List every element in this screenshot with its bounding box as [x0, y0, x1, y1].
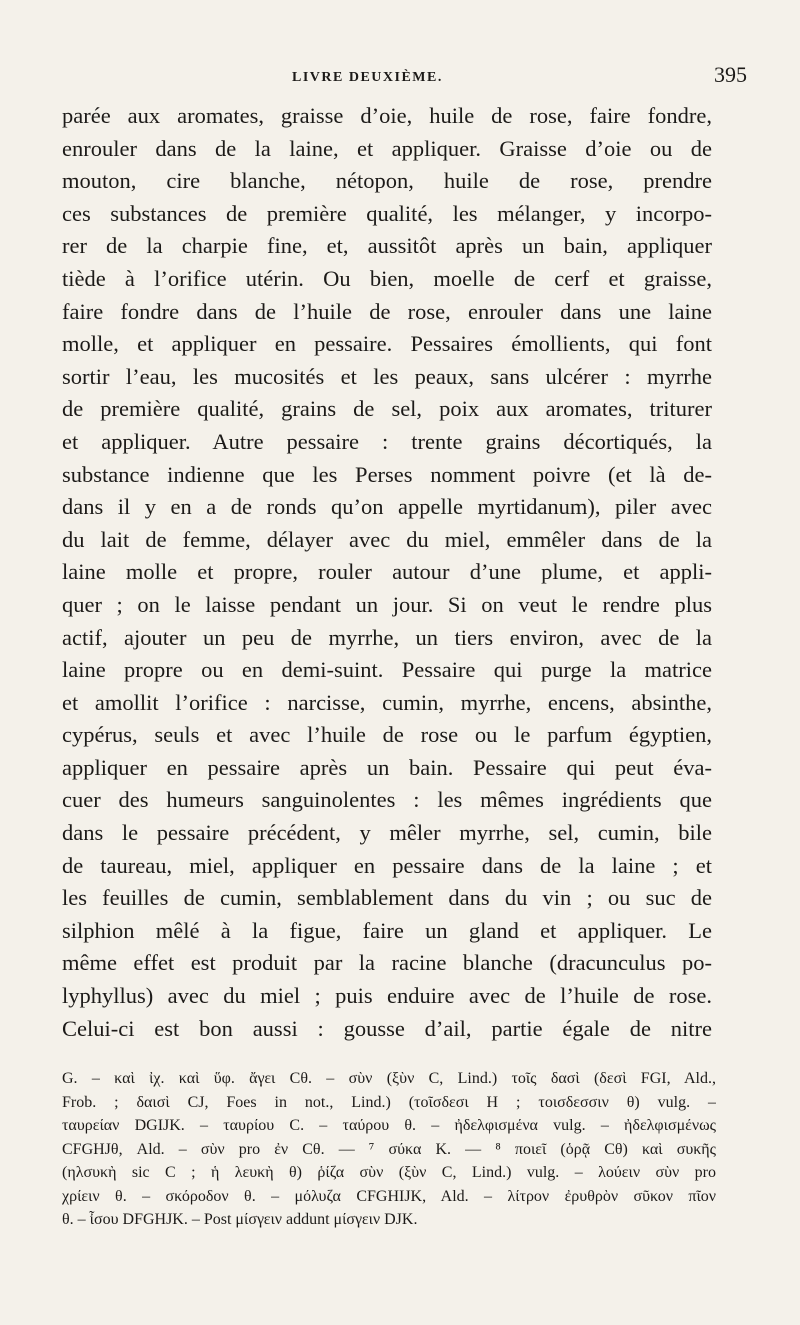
text-line: cuer des humeurs sanguinolentes : les mêmes ingrédients que	[62, 787, 712, 813]
text-line: tiède à l’orifice utérin. Ou bien, moelle de cerf et graisse,	[62, 265, 712, 291]
text-line: quer ; on le laisse pendant un jour. Si on veut le rendre plus	[62, 591, 712, 617]
text-line: et appliquer. Autre pessaire : trente grains décortiqués, la	[62, 428, 712, 454]
footnote-line: (ηλσυκὴ sic C ; ἡ λευκὴ θ) ῥίζα σὺν (ξὺν C, Lind.) vulg. – λούειν σὺν pro	[62, 1164, 716, 1181]
text-line: cypérus, seuls et avec l’huile de rose ou le parfum égyptien,	[62, 722, 712, 748]
footnote-line: Frob. ; δαισὶ CJ, Foes in not., Lind.) (τοῖσδεσι H ; τοισδεσσιν θ) vulg. –	[62, 1093, 716, 1111]
text-line: dans le pessaire précédent, y mêler myrrhe, sel, cumin, bile	[62, 820, 712, 846]
footnote-line: G. – καὶ ἰχ. καὶ ὕφ. ἄγει Cθ. – σὺν (ξὺν C, Lind.) τοῖς δασὶ (δεσὶ FGI, Ald.,	[62, 1070, 716, 1087]
main-text	[62, 100, 712, 1045]
text-line: et amollit l’orifice : narcisse, cumin, myrrhe, encens, absinthe,	[62, 689, 712, 715]
footnote-line: χρίειν θ. – σκόροδον θ. – μόλυζα CFGHIJK, Ald. – λίτρον ἐρυθρὸν σῦκον πῖον	[62, 1187, 716, 1205]
text-line: laine propre ou en demi-suint. Pessaire qui purge la matrice	[62, 657, 712, 683]
footnote-line: ταυρείαν DGIJK. – ταυρίου C. – ταύρου θ. – ἠδελφισμένα vulg. – ἠδελφισμένως	[62, 1117, 716, 1134]
text-line: actif, ajouter un peu de myrrhe, un tiers environ, avec de la	[62, 624, 712, 650]
footnote-line: θ. – ἶσου DFGHJK. – Post μίσγειν addunt μίσγειν DJK.	[62, 1211, 418, 1228]
page-number: 395	[714, 62, 747, 87]
text-line: rer de la charpie fine, et, aussitôt après un bain, appliquer	[62, 233, 712, 259]
text-line: sortir l’eau, les mucosités et les peaux, sans ulcérer : myrrhe	[62, 363, 712, 389]
footnote-line: CFGHJθ, Ald. – σὺν pro ἐν Cθ. — ⁷ σύκα K. — ⁸ ποιεῖ (ὁρᾷ Cθ) καὶ συκῆς	[62, 1140, 716, 1158]
text-line: appliquer en pessaire après un bain. Pessaire qui peut éva-	[62, 754, 712, 780]
text-line: même effet est produit par la racine blanche (dracunculus po-	[62, 950, 712, 976]
text-line: laine molle et propre, rouler autour d’une plume, et appli-	[62, 559, 712, 585]
text-line: mouton, cire blanche, nétopon, huile de rose, prendre	[62, 168, 712, 194]
text-line: enrouler dans de la laine, et appliquer. Graisse d’oie ou de	[62, 135, 712, 161]
text-line: molle, et appliquer en pessaire. Pessaires émollients, qui font	[62, 331, 712, 357]
text-line: de taureau, miel, appliquer en pessaire dans de la laine ; et	[62, 852, 712, 878]
text-line: parée aux aromates, graisse d’oie, huile de rose, faire fondre,	[62, 103, 712, 128]
text-line: Celui-ci est bon aussi : gousse d’ail, partie égale de nitre	[62, 1015, 712, 1041]
text-line: ces substances de première qualité, les mélanger, y incorpo-	[62, 200, 712, 226]
text-line: du lait de femme, délayer avec du miel, emmêler dans de la	[62, 526, 712, 552]
page-header	[62, 62, 747, 92]
footnotes	[62, 1067, 716, 1232]
text-line: lyphyllus) avec du miel ; puis enduire avec de l’huile de rose.	[62, 983, 712, 1009]
text-line: substance indienne que les Perses nomment poivre (et là de-	[62, 461, 712, 487]
text-line: de première qualité, grains de sel, poix aux aromates, triturer	[62, 396, 712, 422]
running-title: LIVRE DEUXIÈME.	[292, 70, 443, 85]
text-line: silphion mêlé à la figue, faire un gland et appliquer. Le	[62, 917, 712, 943]
text-line: les feuilles de cumin, semblablement dans du vin ; ou suc de	[62, 885, 712, 911]
text-line: dans il y en a de ronds qu’on appelle myrtidanum), piler avec	[62, 494, 712, 520]
text-line: faire fondre dans de l’huile de rose, enrouler dans une laine	[62, 298, 712, 324]
